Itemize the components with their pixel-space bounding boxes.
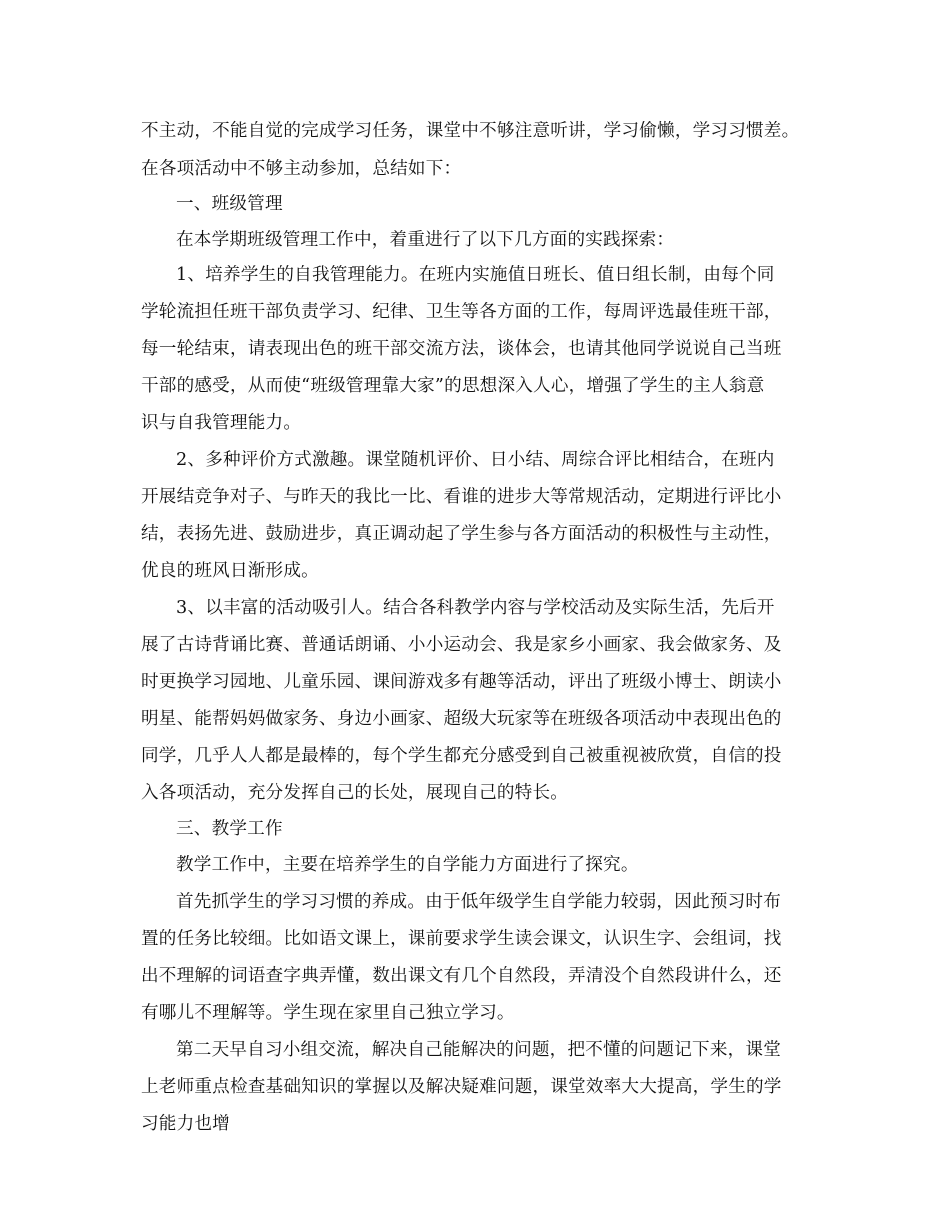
paragraph-first-line: 第二天早自习小组交流，解决自己能解决的问题，把不懂的问题记下来，课堂 <box>176 1040 781 1060</box>
body-text-line: 展了古诗背诵比赛、普通话朗诵、小小运动会、我是家乡小画家、我会做家务、及 <box>141 635 782 655</box>
body-text-line: 学轮流担任班干部负责学习、纪律、卫生等各方面的工作，每周评选最佳班干部， <box>141 302 782 322</box>
section-heading-teaching-work: 三、教学工作 <box>176 819 283 839</box>
section-heading-class-management: 一、班级管理 <box>176 194 283 214</box>
body-text-line: 在各项活动中不够主动参加，总结如下： <box>141 159 462 179</box>
body-text-line: 识与自我管理能力。 <box>141 413 302 433</box>
body-text-line: 优良的班风日渐形成。 <box>141 561 319 581</box>
paragraph-first-line: 3、以丰富的活动吸引人。结合各科教学内容与学校活动及实际生活，先后开 <box>176 598 775 618</box>
body-text-line: 时更换学习园地、儿童乐园、课间游戏多有趣等活动，评出了班级小博士、朗读小 <box>141 672 782 692</box>
paragraph-first-line: 在本学期班级管理工作中，着重进行了以下几方面的实践探索： <box>176 230 675 250</box>
body-text-line: 同学，几乎人人都是最棒的，每个学生都充分感受到自己被重视被欣赏，自信的投 <box>141 746 782 766</box>
body-text-line: 上老师重点检查基础知识的掌握以及解决疑难问题，课堂效率大大提高，学生的学 <box>141 1077 782 1097</box>
body-text-line: 置的任务比较细。比如语文课上，课前要求学生读会课文，认识生字、会组词，找 <box>141 929 782 949</box>
body-text-line: 干部的感受，从而使“班级管理靠大家”的思想深入人心，增强了学生的主人翁意 <box>141 376 765 396</box>
paragraph-first-line: 教学工作中，主要在培养学生的自学能力方面进行了探究。 <box>176 855 639 875</box>
paragraph-first-line: 2、多种评价方式激趣。课堂随机评价、日小结、周综合评比相结合，在班内 <box>176 450 775 470</box>
body-text-line: 开展结竞争对子、与昨天的我比一比、看谁的进步大等常规活动，定期进行评比小 <box>141 487 782 507</box>
body-text-line: 出不理解的词语查字典弄懂，数出课文有几个自然段，弄清没个自然段讲什么，还 <box>141 966 782 986</box>
body-text-line: 结，表扬先进、鼓励进步，真正调动起了学生参与各方面活动的积极性与主动性， <box>141 524 782 544</box>
paragraph-first-line: 首先抓学生的学习习惯的养成。由于低年级学生自学能力较弱，因此预习时布 <box>176 892 781 912</box>
paragraph-first-line: 1、培养学生的自我管理能力。在班内实施值日班长、值日组长制，由每个同 <box>176 265 775 285</box>
body-text-line: 每一轮结束，请表现出色的班干部交流方法，谈体会，也请其他同学说说自己当班 <box>141 339 782 359</box>
body-text-line: 习能力也增 <box>141 1114 230 1134</box>
body-text-line: 有哪儿不理解等。学生现在家里自己独立学习。 <box>141 1003 515 1023</box>
body-text-line: 入各项活动，充分发挥自己的长处，展现自己的特长。 <box>141 783 569 803</box>
body-text-line: 明星、能帮妈妈做家务、身边小画家、超级大玩家等在班级各项活动中表现出色的 <box>141 709 782 729</box>
body-text-line: 不主动，不能自觉的完成学习任务，课堂中不够注意听讲，学习偷懒，学习习惯差。 <box>141 121 800 141</box>
